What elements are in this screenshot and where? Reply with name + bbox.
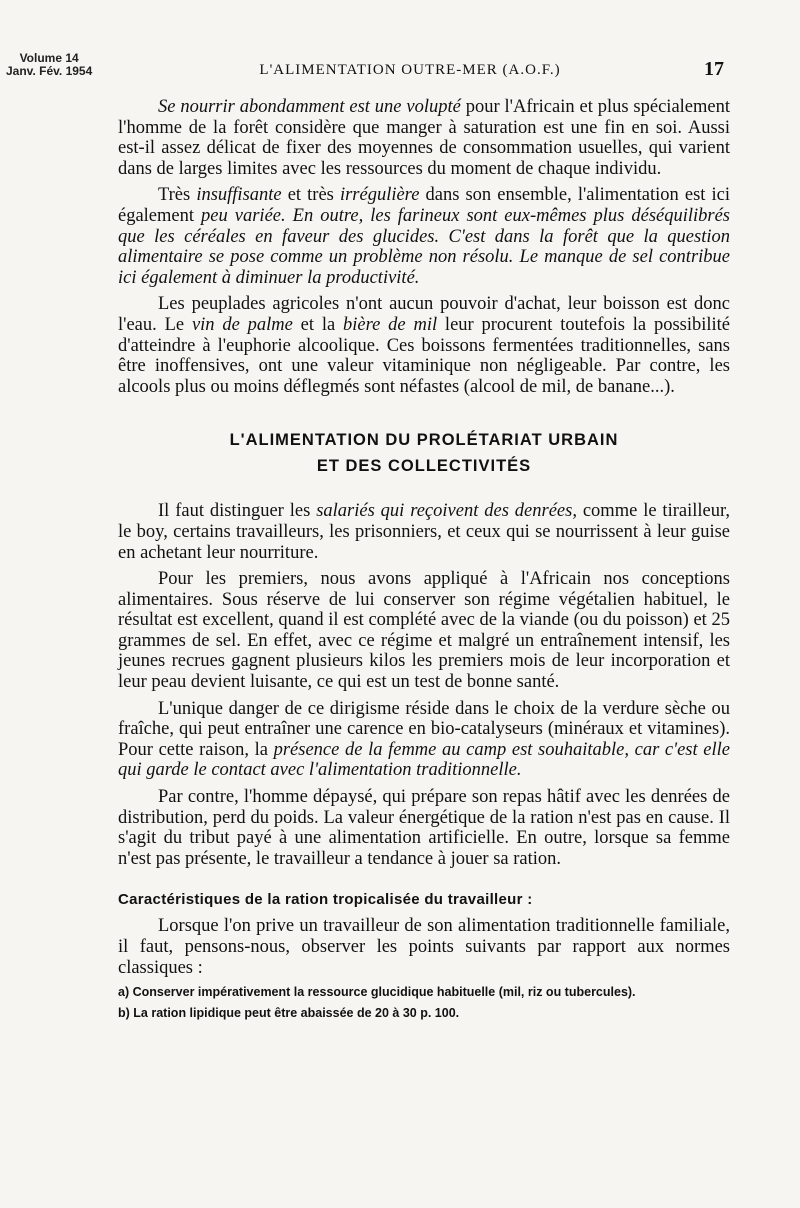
list-item-text: Conserver impérativement la ressource glucidique habituelle (mil, riz ou tubercules). (132, 985, 636, 1000)
list-marker: b) (118, 1006, 130, 1021)
issue-date: Janv. Fév. 1954 (6, 64, 93, 78)
paragraph-4-text-a: Il faut distinguer les (158, 501, 317, 522)
running-title: L'ALIMENTATION OUTRE-MER (A.O.F.) (259, 62, 561, 78)
list-marker: a) (118, 985, 130, 1000)
paragraph-2-italic-b: irrégulière (339, 185, 420, 206)
paragraph-3 (118, 294, 730, 397)
list-item (118, 1005, 730, 1022)
subheading: Caractéristiques de la ration tropicalisée du travailleur : (118, 891, 533, 909)
paragraph-1-text: pour l'Africain et plus spécialement l'homme de la forêt considère que manger à saturation est une fin en soi. Aussi est-il assez délicat de fixer des moyennes de consommation usuelles, qui varient dans de larges limites avec les ressources du moment de chaque individu. (118, 97, 730, 179)
section-heading-line-1: L'ALIMENTATION DU PROLÉTARIAT URBAIN (229, 431, 619, 450)
section-heading-line-2: ET DES COLLECTIVITÉS (316, 457, 532, 476)
paragraph-2-text-b: et très (281, 185, 340, 206)
paragraph-1-italic: Se nourrir abondamment est une volupté (158, 97, 461, 117)
paragraph-2-text-a: Très (158, 185, 197, 206)
paragraph-3-text-a: Les peuplades agricoles n'ont aucun pouvoir d'achat, leur boisson est donc l'eau. Le (118, 294, 730, 335)
paragraph-4 (118, 501, 730, 563)
paragraph-6-italic: présence de la femme au camp est souhaitable, car c'est elle qui garde le contact avec l'alimentation traditionnelle. (118, 739, 730, 781)
page-number: 17 (704, 58, 724, 80)
paragraph-8: Lorsque l'on prive un travailleur de son alimentation traditionnelle familiale, il faut, pensons-nous, observer les points suivants par rapport aux normes classiques : (118, 916, 730, 978)
paragraph-2-text-c: dans son ensemble, l'alimentation est ici également (118, 185, 730, 226)
paragraph-7: Par contre, l'homme dépaysé, qui prépare son repas hâtif avec les denrées de distribution, perd du poids. La valeur énergétique de la ration n'est pas en cause. Il s'agit du tribut payé à une alimentation artificielle. En outre, lorsque sa femme n'est pas présente, le travailleur a tendance à jouer sa ration. (118, 787, 730, 869)
paragraph-1 (118, 97, 730, 179)
paragraph-3-text-c: leur procurent toutefois la possibilité d'atteindre à l'euphorie alcoolique. Ces boissons fermentées traditionnelles, sans être inoffensives, ont une valeur vitaminique non négligeable. Par contre, les alcools plus ou moins déflegmés sont néfastes (alcool de mil, de banane...). (118, 314, 731, 397)
section-heading (118, 427, 730, 479)
list-item (118, 984, 730, 1001)
page-header (0, 0, 800, 100)
paragraph-2-italic-a: insuffisante (196, 185, 282, 206)
paragraph-2-italic-c: peu variée. En outre, les farineux sont eux-mêmes plus déséquilibrés que les céréales en faveur des glucides. C'est dans la forêt que la question alimentaire se pose comme un problème non résolu. Le manque de sel contribue ici également à diminuer la productivité. (118, 205, 731, 288)
volume-number: Volume 14 (19, 51, 79, 65)
article-body (118, 97, 730, 1026)
paragraph-2 (118, 185, 730, 288)
paragraph-4-italic: salariés qui reçoivent des denrées, (316, 501, 577, 522)
paragraph-3-italic-a: vin de palme (191, 314, 293, 335)
paragraph-3-text-b: et la (292, 314, 344, 335)
paragraph-5: Pour les premiers, nous avons appliqué à l'Africain nos conceptions alimentaires. Sous réserve de lui conserver son régime végétalien habituel, le résultat est excellent, quand il est complété avec de la viande (ou du poisson) et 25 grammes de sel. En effet, avec ce régime et malgré un entraînement intensif, les jeunes recrues gagnent plusieurs kilos les premiers mois de leur incorporation et leur peau devient luisante, ce qui est un test de bonne santé. (118, 569, 730, 693)
paragraph-3-italic-b: bière de mil (343, 314, 438, 335)
paragraph-6 (118, 699, 730, 781)
paragraph-6-text: L'unique danger de ce dirigisme réside dans le choix de la verdure sèche ou fraîche, qui peut entraîner une carence en bio-catalyseurs (minéraux et vitamines). Pour cette raison, la (118, 698, 730, 760)
volume-info (6, 52, 92, 78)
paragraph-4-text-b: comme le tirailleur, le boy, certains travailleurs, les prisonniers, et ceux qui se nourrissent à leur guise en achetant leur nourriture. (118, 501, 731, 563)
list-item-text: La ration lipidique peut être abaissée de 20 à 30 p. 100. (133, 1006, 460, 1021)
